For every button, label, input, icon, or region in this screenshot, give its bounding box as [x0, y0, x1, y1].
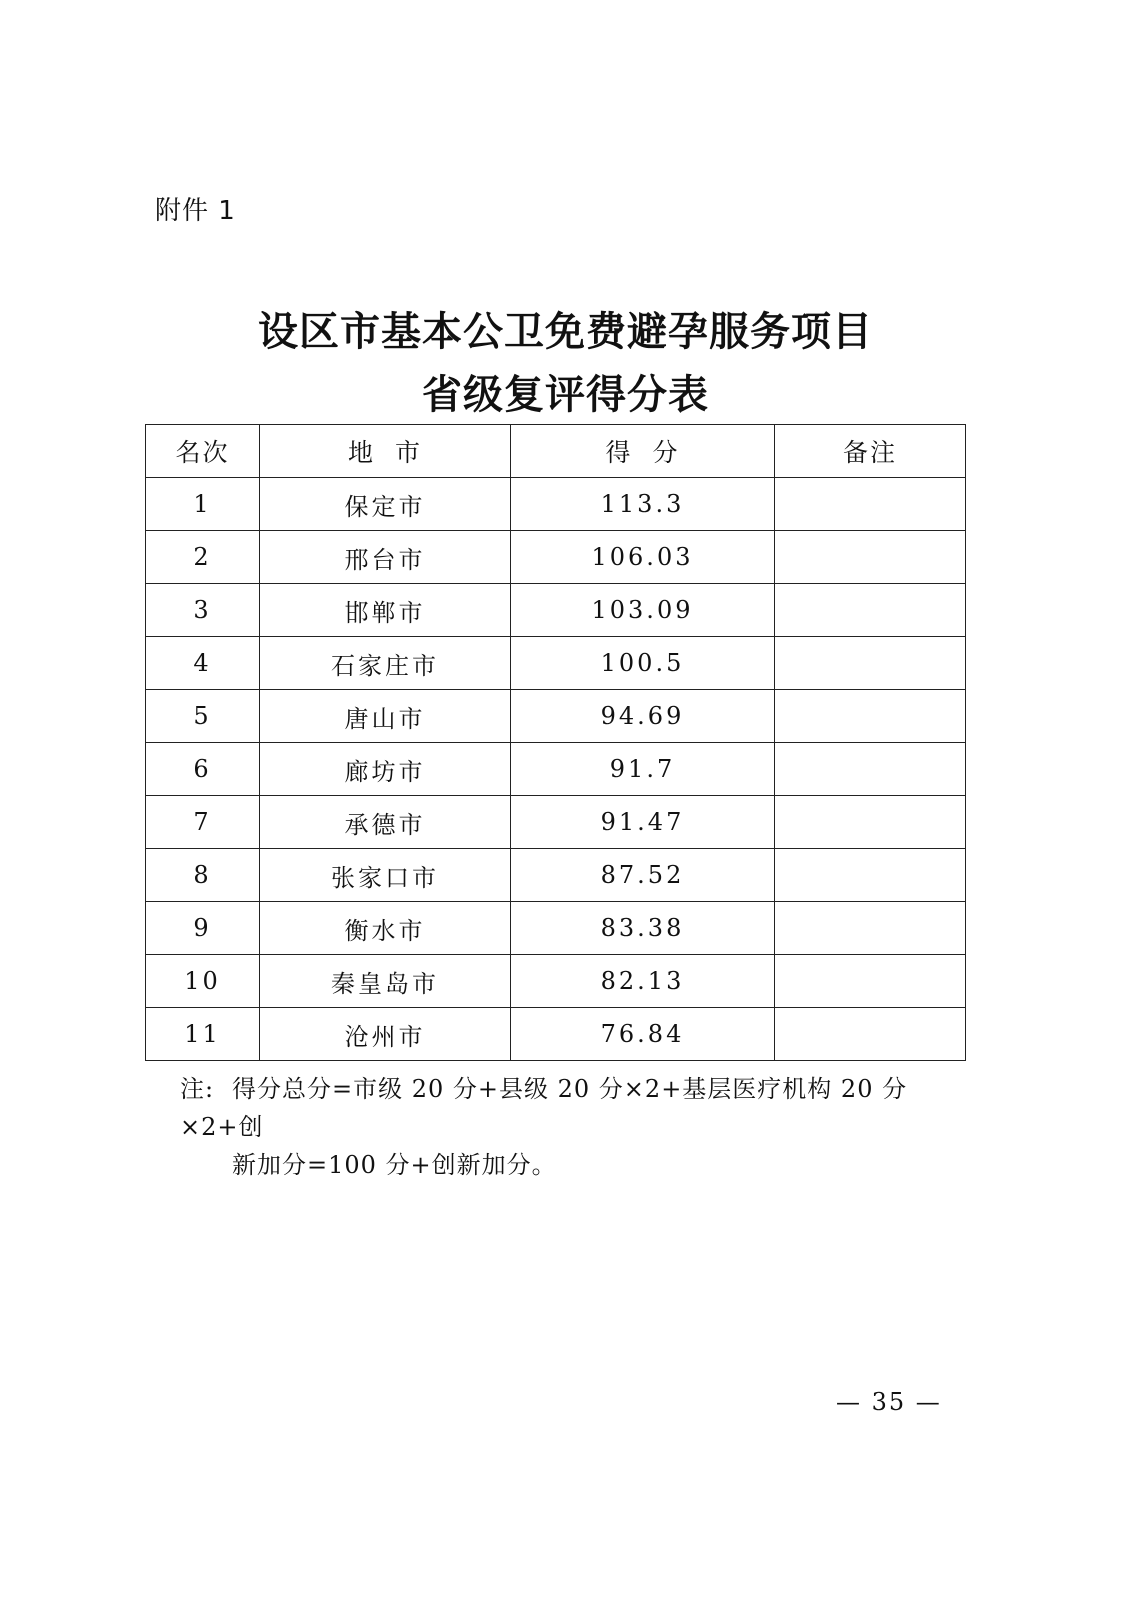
city-cell: 廊坊市: [260, 743, 511, 796]
rank-cell: 11: [146, 1008, 260, 1061]
city-cell: 衡水市: [260, 902, 511, 955]
table-row: [146, 637, 966, 690]
rank-cell: 2: [146, 531, 260, 584]
city-cell: 秦皇岛市: [260, 955, 511, 1008]
score-cell: 103.09: [511, 584, 775, 637]
score-cell: 87.52: [511, 849, 775, 902]
table-row: [146, 743, 966, 796]
header-city: 地 市: [260, 425, 511, 478]
document-title-line2: 省级复评得分表: [422, 371, 709, 418]
remark-cell: [775, 1008, 966, 1061]
table-row: [146, 955, 966, 1008]
remark-cell: [775, 637, 966, 690]
note-text-line2: 新加分=100 分+创新加分。: [232, 1151, 557, 1179]
city-cell: 承德市: [260, 796, 511, 849]
remark-cell: [775, 531, 966, 584]
table-note: [180, 1070, 960, 1184]
score-cell: 83.38: [511, 902, 775, 955]
score-cell: 94.69: [511, 690, 775, 743]
score-cell: 106.03: [511, 531, 775, 584]
score-cell: 82.13: [511, 955, 775, 1008]
header-score: 得 分: [511, 425, 775, 478]
remark-cell: [775, 849, 966, 902]
score-cell: 100.5: [511, 637, 775, 690]
score-cell: 91.7: [511, 743, 775, 796]
rank-cell: 8: [146, 849, 260, 902]
city-cell: 石家庄市: [260, 637, 511, 690]
table-row: [146, 478, 966, 531]
remark-cell: [775, 796, 966, 849]
table-row: [146, 1008, 966, 1061]
table-row: [146, 584, 966, 637]
table-row: [146, 849, 966, 902]
remark-cell: [775, 902, 966, 955]
city-cell: 张家口市: [260, 849, 511, 902]
table-row: [146, 690, 966, 743]
note-text-line1: 得分总分=市级 20 分+县级 20 分×2+基层医疗机构 20 分×2+创: [180, 1075, 908, 1141]
header-remark: 备注: [775, 425, 966, 478]
rank-cell: 6: [146, 743, 260, 796]
score-table: [145, 424, 966, 1061]
note-label: 注:: [180, 1075, 215, 1103]
table-row: [146, 531, 966, 584]
page-number: — 35 —: [836, 1388, 942, 1416]
score-cell: 113.3: [511, 478, 775, 531]
rank-cell: 1: [146, 478, 260, 531]
attachment-label: 附件 1: [155, 196, 236, 226]
rank-cell: 7: [146, 796, 260, 849]
rank-cell: 3: [146, 584, 260, 637]
rank-cell: 10: [146, 955, 260, 1008]
city-cell: 沧州市: [260, 1008, 511, 1061]
city-cell: 邯郸市: [260, 584, 511, 637]
table-row: [146, 902, 966, 955]
remark-cell: [775, 743, 966, 796]
remark-cell: [775, 478, 966, 531]
city-cell: 保定市: [260, 478, 511, 531]
table-row: [146, 796, 966, 849]
note-line1: [180, 1070, 960, 1146]
rank-cell: 5: [146, 690, 260, 743]
rank-cell: 9: [146, 902, 260, 955]
remark-cell: [775, 955, 966, 1008]
rank-cell: 4: [146, 637, 260, 690]
city-cell: 唐山市: [260, 690, 511, 743]
remark-cell: [775, 690, 966, 743]
table-header-row: [146, 425, 966, 478]
header-rank: 名次: [146, 425, 260, 478]
city-cell: 邢台市: [260, 531, 511, 584]
document-title-line1: 设区市基本公卫免费避孕服务项目: [258, 308, 873, 355]
score-cell: 76.84: [511, 1008, 775, 1061]
score-cell: 91.47: [511, 796, 775, 849]
remark-cell: [775, 584, 966, 637]
